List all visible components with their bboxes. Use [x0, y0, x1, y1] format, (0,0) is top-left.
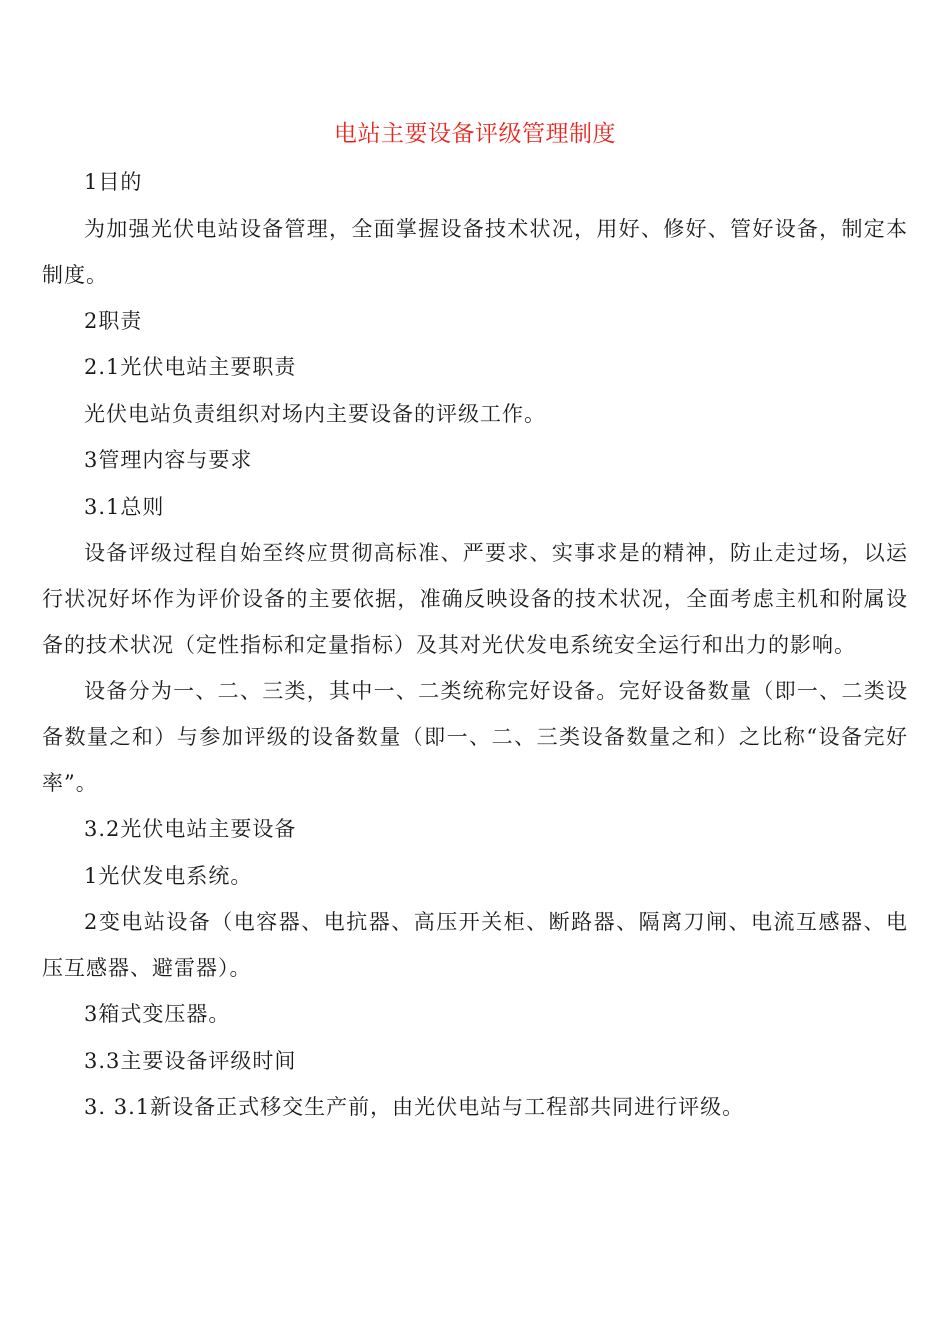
paragraph-3-3-1: 3. 3.1新设备正式移交生产前，由光伏电站与工程部共同进行评级。: [84, 1095, 745, 1119]
heading-3-3: 3.3主要设备评级时间: [84, 1048, 297, 1073]
heading-2-1: 2.1光伏电站主要职责: [84, 355, 297, 379]
list-item-pv-system: 1光伏发电系统。: [84, 863, 253, 888]
paragraph-duties: 光伏电站负责组织对场内主要设备的评级工作。: [84, 401, 546, 426]
document-body: [42, 165, 908, 1137]
paragraph-purpose: 为加强光伏电站设备管理，全面掌握设备技术状况，用好、修好、管好设备，制定本制度。: [42, 216, 908, 287]
heading-3-management: 3管理内容与要求: [84, 448, 253, 472]
paragraph-general-principles: 设备评级过程自始至终应贯彻高标准、严要求、实事求是的精神，防止走过场，以运行状况好坏作为评价设备的主要依据，准确反映设备的技术状况，全面考虑主机和附属设备的技术状况（定性指标和定量指标）及其对光伏发电系统安全运行和出力的影响。: [42, 541, 908, 657]
list-item-box-transformer: 3箱式变压器。: [84, 1002, 231, 1026]
paragraph-equipment-classes: 设备分为一、二、三类，其中一、二类统称完好设备。完好设备数量（即一、二类设备数量之和）与参加评级的设备数量（即一、二、三类设备数量之和）之比称“设备完好率”。: [42, 679, 908, 795]
heading-2-duties: 2职责: [84, 308, 143, 333]
document-title: 电站主要设备评级管理制度: [334, 121, 616, 147]
heading-1-purpose: 1目的: [84, 170, 143, 194]
heading-3-1: 3.1总则: [84, 494, 165, 519]
heading-3-2: 3.2光伏电站主要设备: [84, 817, 297, 841]
list-item-substation-equipment: 2变电站设备（电容器、电抗器、高压开关柜、断路器、隔离刀闸、电流互感器、电压互感器、避雷器）。: [42, 910, 908, 980]
